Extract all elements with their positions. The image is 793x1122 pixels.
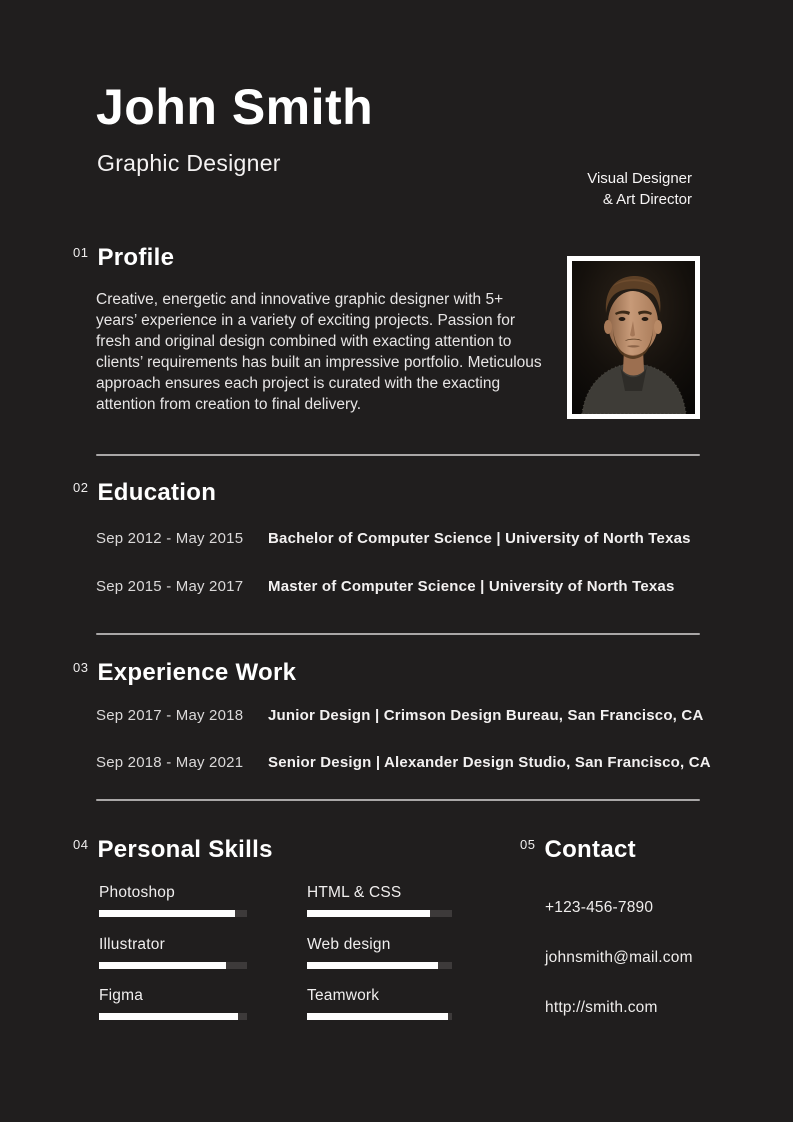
contact-section-title: Contact	[544, 836, 636, 863]
education-dates: Sep 2015 - May 2017	[96, 578, 244, 595]
contact-website: http://smith.com	[545, 999, 658, 1016]
tagline-line-2: & Art Director	[602, 191, 692, 208]
contact-section-heading	[520, 838, 636, 862]
skill-item	[99, 936, 247, 969]
experience-section-title: Experience Work	[97, 659, 297, 686]
education-section-number: 02	[73, 480, 89, 495]
tagline	[587, 168, 692, 210]
skills-section-title: Personal Skills	[97, 836, 273, 863]
skill-item	[307, 987, 452, 1020]
skill-label: Web design	[307, 936, 391, 953]
contact-section-number: 05	[520, 837, 536, 852]
skill-label: Illustrator	[99, 936, 165, 953]
skill-bar-fill	[99, 1013, 238, 1020]
contact-phone: +123-456-7890	[545, 899, 654, 916]
skills-section-number: 04	[73, 837, 89, 852]
skills-section-heading	[73, 838, 273, 862]
experience-detail: Senior Design | Alexander Design Studio, San Francisco, CA	[268, 754, 711, 771]
experience-detail: Junior Design | Crimson Design Bureau, San Francisco, CA	[268, 707, 704, 724]
skill-label: Photoshop	[99, 884, 175, 901]
portrait-photo	[567, 256, 700, 419]
skill-item	[99, 987, 247, 1020]
profile-section-number: 01	[73, 245, 89, 260]
skill-bar-fill	[99, 962, 226, 969]
person-role: Graphic Designer	[97, 150, 281, 176]
skill-label: Teamwork	[307, 987, 380, 1004]
experience-dates: Sep 2018 - May 2021	[96, 754, 244, 771]
experience-dates: Sep 2017 - May 2018	[96, 707, 244, 724]
education-row	[96, 530, 756, 547]
profile-text: Creative, energetic and innovative graphic designer with 5+ years’ experience in a variety of exciting projects. Passion for fresh and original design combined with exacting attention to clients’ requirements has built an impressive portfolio. Meticulous approach ensures each project is curated with the exacting attention from creation to final delivery.	[96, 291, 542, 413]
skill-item	[99, 884, 247, 917]
skill-label: HTML & CSS	[307, 884, 402, 901]
person-name: John Smith	[96, 79, 374, 135]
skill-bar-fill	[307, 910, 430, 917]
skill-bar	[307, 1013, 452, 1020]
education-section-title: Education	[97, 479, 217, 506]
divider	[96, 633, 700, 635]
skill-bar	[99, 962, 247, 969]
profile-section-heading	[73, 246, 174, 270]
education-detail: Master of Computer Science | University of North Texas	[268, 578, 675, 595]
skill-bar	[99, 910, 247, 917]
skill-bar-fill	[307, 1013, 448, 1020]
skill-item	[307, 936, 452, 969]
portrait-illustration	[572, 261, 695, 414]
divider	[96, 799, 700, 801]
skill-bar	[307, 962, 452, 969]
education-dates: Sep 2012 - May 2015	[96, 530, 244, 547]
skill-bar	[307, 910, 452, 917]
profile-section-title: Profile	[97, 244, 175, 271]
skill-bar	[99, 1013, 247, 1020]
education-section-heading	[73, 481, 216, 505]
education-detail: Bachelor of Computer Science | University of North Texas	[268, 530, 691, 547]
skill-label: Figma	[99, 987, 144, 1004]
education-row	[96, 578, 756, 595]
experience-row	[96, 754, 756, 771]
experience-section-heading	[73, 661, 296, 685]
skill-bar-fill	[99, 910, 235, 917]
tagline-line-1: Visual Designer	[587, 170, 692, 187]
skill-bar-fill	[307, 962, 438, 969]
experience-row	[96, 707, 756, 724]
divider	[96, 454, 700, 456]
skill-item	[307, 884, 452, 917]
contact-email: johnsmith@mail.com	[545, 949, 693, 966]
experience-section-number: 03	[73, 660, 89, 675]
